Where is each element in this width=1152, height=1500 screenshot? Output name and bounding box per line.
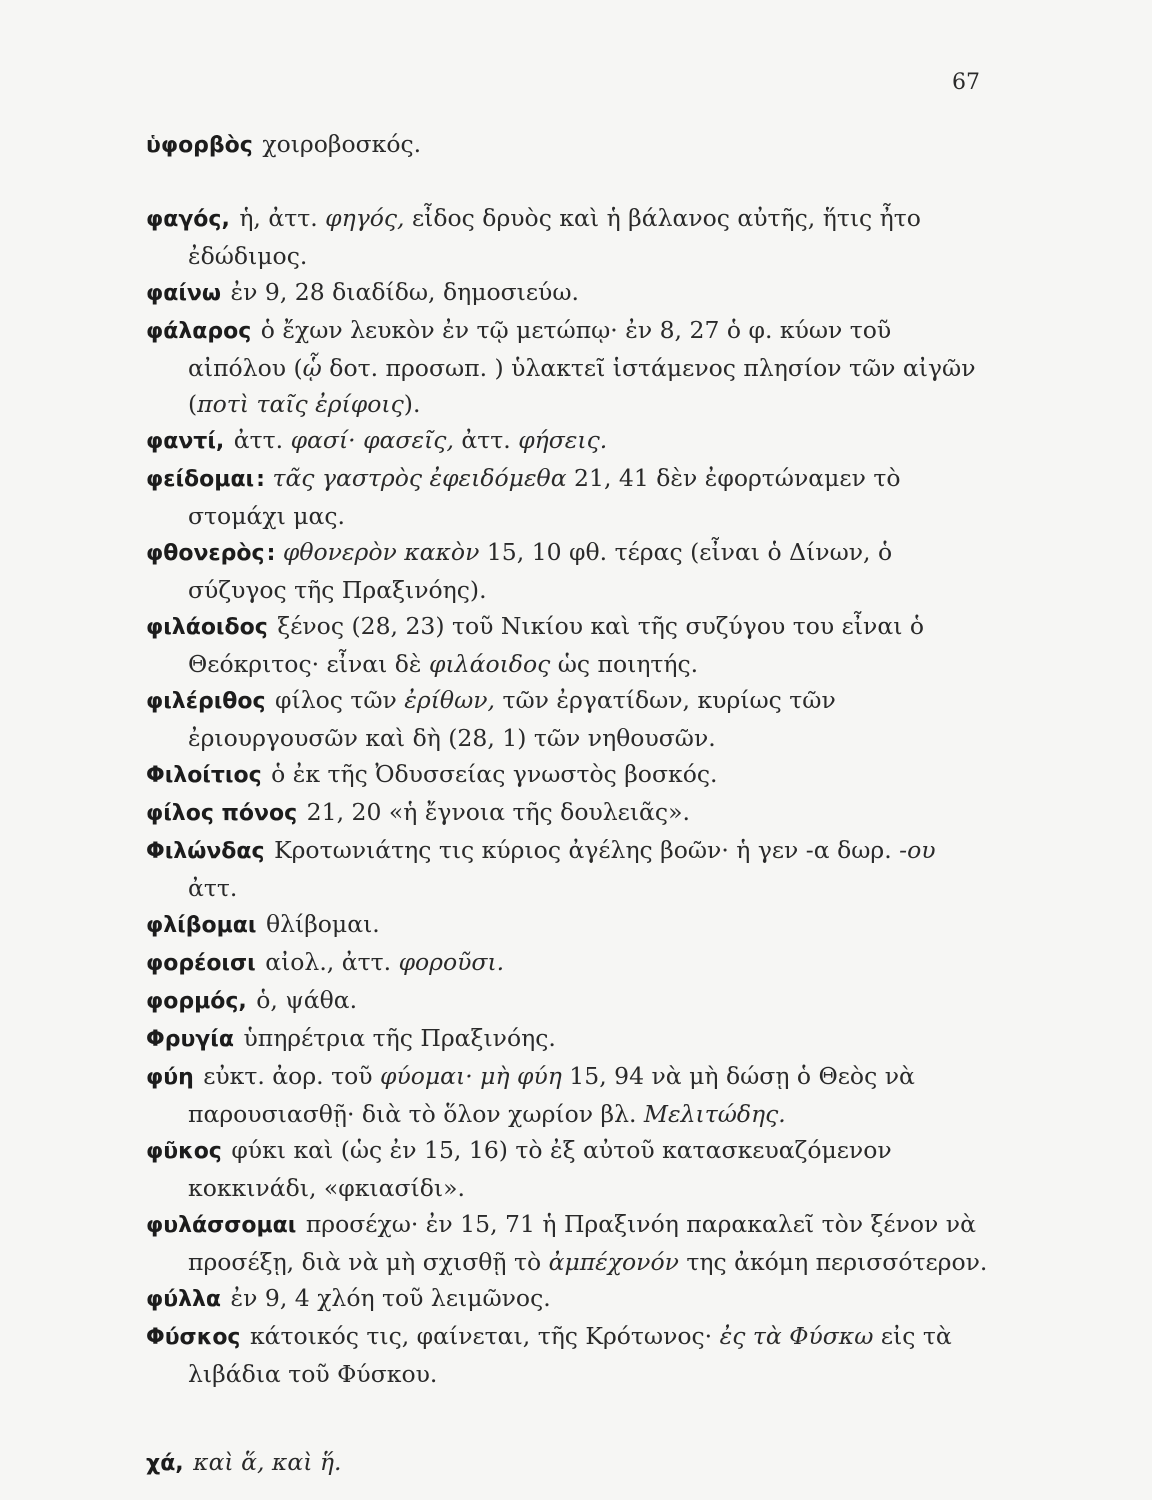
entry-definition-italic: φηγός,	[325, 204, 405, 232]
entry-definition-italic: τᾶς γαστρὸς ἐφειδόμεθα	[272, 464, 567, 492]
entry-definition: ἀττ.	[453, 426, 519, 454]
glossary-entry	[146, 906, 992, 944]
entry-definition-italic: -ου	[899, 836, 936, 864]
glossary-entry	[146, 832, 992, 906]
entry-headword: φθονερὸς	[146, 541, 265, 566]
entry-headword: Φρυγία	[146, 1027, 234, 1052]
entry-definition-italic: φοροῦσι.	[398, 948, 505, 976]
glossary-entry	[146, 534, 992, 608]
entry-headword: Φιλώνδας	[146, 839, 265, 864]
entry-definition-italic: φθονερὸν κακὸν	[282, 538, 480, 566]
entry-headword: φιλάοιδος	[146, 615, 268, 640]
glossary-entry	[146, 944, 992, 982]
entry-definition: προσέχω· ἐν 15, 71 ἡ Πραξινόη παρακαλεῖ τὸν ξένον νὰ προσέξῃ, διὰ νὰ μὴ σχισθῇ τὸ	[188, 1210, 976, 1276]
entry-definition: ).	[403, 390, 421, 418]
entry-definition: ἀττ.	[188, 874, 238, 902]
entry-headword: χά,	[146, 1451, 184, 1476]
entry-definition: εἶδος δρυὸς καὶ ἡ βάλανος αὐτῆς, ἥτις ἦτο ἐδώδιμος.	[188, 204, 921, 270]
glossary-entry	[146, 1058, 992, 1132]
glossary-entry	[146, 422, 992, 460]
entry-definition: ἀττ.	[233, 426, 291, 454]
entry-definition: ὁ ἐκ τῆς Ὀδυσσείας γνωστὸς βοσκός.	[271, 760, 718, 788]
entry-definition: φύκι καὶ (ὡς ἐν 15, 16) τὸ ἐξ αὐτοῦ κατασκευαζόμενον κοκκινάδι, «φκιασίδι».	[188, 1136, 892, 1202]
glossary-entry	[146, 756, 992, 794]
page-number: 67	[952, 70, 980, 95]
glossary-entry	[146, 982, 992, 1020]
entry-definition: εὐκτ. ἀορ. τοῦ	[203, 1062, 380, 1090]
entry-headword: φαγός,	[146, 207, 230, 232]
glossary-entry	[146, 1280, 992, 1318]
entry-definition: ξένος (28, 23) τοῦ Νικίου καὶ τῆς συζύγου του εἶναι ὁ Θεόκριτος· εἶναι δὲ	[188, 612, 925, 678]
entry-definition: ἐν 9, 4 χλόη τοῦ λειμῶνος.	[230, 1284, 551, 1312]
entry-headword: φίλος πόνος	[146, 801, 298, 826]
entry-definition-italic: ᾧ	[302, 354, 322, 382]
glossary-entry	[146, 274, 992, 312]
entry-headword: φῦκος	[146, 1139, 222, 1164]
entry-headword: φάλαρος	[146, 319, 252, 344]
glossary-entries	[146, 126, 992, 1482]
glossary-entry	[146, 1444, 992, 1482]
entry-definition: ὡς ποιητής.	[550, 650, 699, 678]
entry-definition: Κροτωνιάτης τις κύριος ἀγέλης βοῶν· ἡ γεν -α δωρ.	[274, 836, 900, 864]
entry-headword: φορμός,	[146, 989, 247, 1014]
entry-definition-italic: ἐρίθων,	[404, 686, 496, 714]
glossary-entry	[146, 608, 992, 682]
entry-headword: φύλλα	[146, 1287, 222, 1312]
entry-definition: ἡ, ἀττ.	[239, 204, 326, 232]
entry-definition: κάτοικός τις, φαίνεται, τῆς Κρότωνος·	[249, 1322, 720, 1350]
entry-definition: αἰολ., ἀττ.	[265, 948, 399, 976]
glossary-entry	[146, 1132, 992, 1206]
entry-definition-italic: φήσεις.	[518, 426, 608, 454]
glossary-entry	[146, 1206, 992, 1280]
entry-headword: φαίνω	[146, 281, 222, 306]
glossary-entry	[146, 794, 992, 832]
glossary-entry	[146, 200, 992, 274]
glossary-entry	[146, 126, 992, 164]
entry-definition-italic: ἀμπέχονόν	[548, 1248, 679, 1276]
entry-definition: ὁ ἔχων λευκὸν ἐν τῷ μετώπῳ· ἐν 8, 27 ὁ φ. κύων τοῦ αἰπόλου (	[188, 316, 892, 382]
entry-definition: χοιροβοσκός.	[262, 130, 422, 158]
entry-definition-italic: ἐς τὰ Φύσκω	[719, 1322, 874, 1350]
entry-separator: :	[256, 467, 265, 492]
entry-definition: φίλος τῶν	[275, 686, 405, 714]
entry-definition: τῶν ἐργατίδων, κυρίως τῶν ἐριουργουσῶν καὶ δὴ (28, 1) τῶν νηθουσῶν.	[188, 686, 836, 752]
entry-definition: ὁ, ψάθα.	[256, 986, 358, 1014]
glossary-entry	[146, 312, 992, 422]
entry-headword: Φιλοίτιος	[146, 763, 262, 788]
entry-headword: φυλάσσομαι	[146, 1213, 297, 1238]
glossary-entry	[146, 1020, 992, 1058]
entry-separator: :	[266, 541, 276, 566]
entry-definition-italic: Μελιτώδης.	[643, 1100, 786, 1128]
entry-definition-italic: φασί· φασεῖς,	[290, 426, 454, 454]
entry-definition: εἰς τὰ λιβάδια τοῦ Φύσκου.	[188, 1322, 952, 1388]
entry-definition: 15, 94 νὰ μὴ δώσῃ ὁ Θεὸς νὰ παρουσιασθῇ· διὰ τὸ ὅλον χωρίον βλ.	[188, 1062, 915, 1128]
entry-definition: ἐν 9, 28 διαδίδω, δημοσιεύω.	[230, 278, 579, 306]
entry-definition-italic: καὶ ἅ, καὶ ἥ.	[193, 1448, 342, 1476]
entry-headword: φύη	[146, 1065, 194, 1090]
entry-headword: ὑφορβὸς	[146, 133, 253, 158]
entry-definition: θλίβομαι.	[265, 910, 380, 938]
glossary-entry	[146, 682, 992, 756]
entry-definition: 21, 20 «ἡ ἔγνοια τῆς δουλειᾶς».	[306, 798, 690, 826]
entry-headword: φιλέριθος	[146, 689, 266, 714]
entry-definition: της ἀκόμη περισσότερον.	[678, 1248, 988, 1276]
entry-definition: 15, 10 φθ. τέρας (εἶναι ὁ Δίνων, ὁ σύζυγος τῆς Πραξινόης).	[188, 538, 893, 604]
glossary-entry	[146, 460, 992, 534]
entry-headword: φορέοισι	[146, 951, 256, 976]
entry-definition-italic: φιλάοιδος	[429, 650, 551, 678]
entry-definition: δοτ. προσωπ. ) ὑλακτεῖ ἱστάμενος πλησίον τῶν αἰγῶν (	[188, 354, 976, 418]
entry-headword: φαντί,	[146, 429, 225, 454]
entry-headword: Φύσκος	[146, 1325, 241, 1350]
entry-definition: 21, 41 δὲν ἐφορτώναμεν τὸ στομάχι μας.	[188, 464, 901, 530]
entry-headword: φείδομαι	[146, 467, 255, 492]
glossary-entry	[146, 1318, 992, 1392]
entry-definition-italic: ποτὶ ταῖς ἐρίφοις	[197, 390, 404, 418]
entry-headword: φλίβομαι	[146, 913, 257, 938]
entry-definition: ὑπηρέτρια τῆς Πραξινόης.	[243, 1024, 556, 1052]
entry-definition-italic: φύομαι· μὴ φύη	[380, 1062, 562, 1090]
